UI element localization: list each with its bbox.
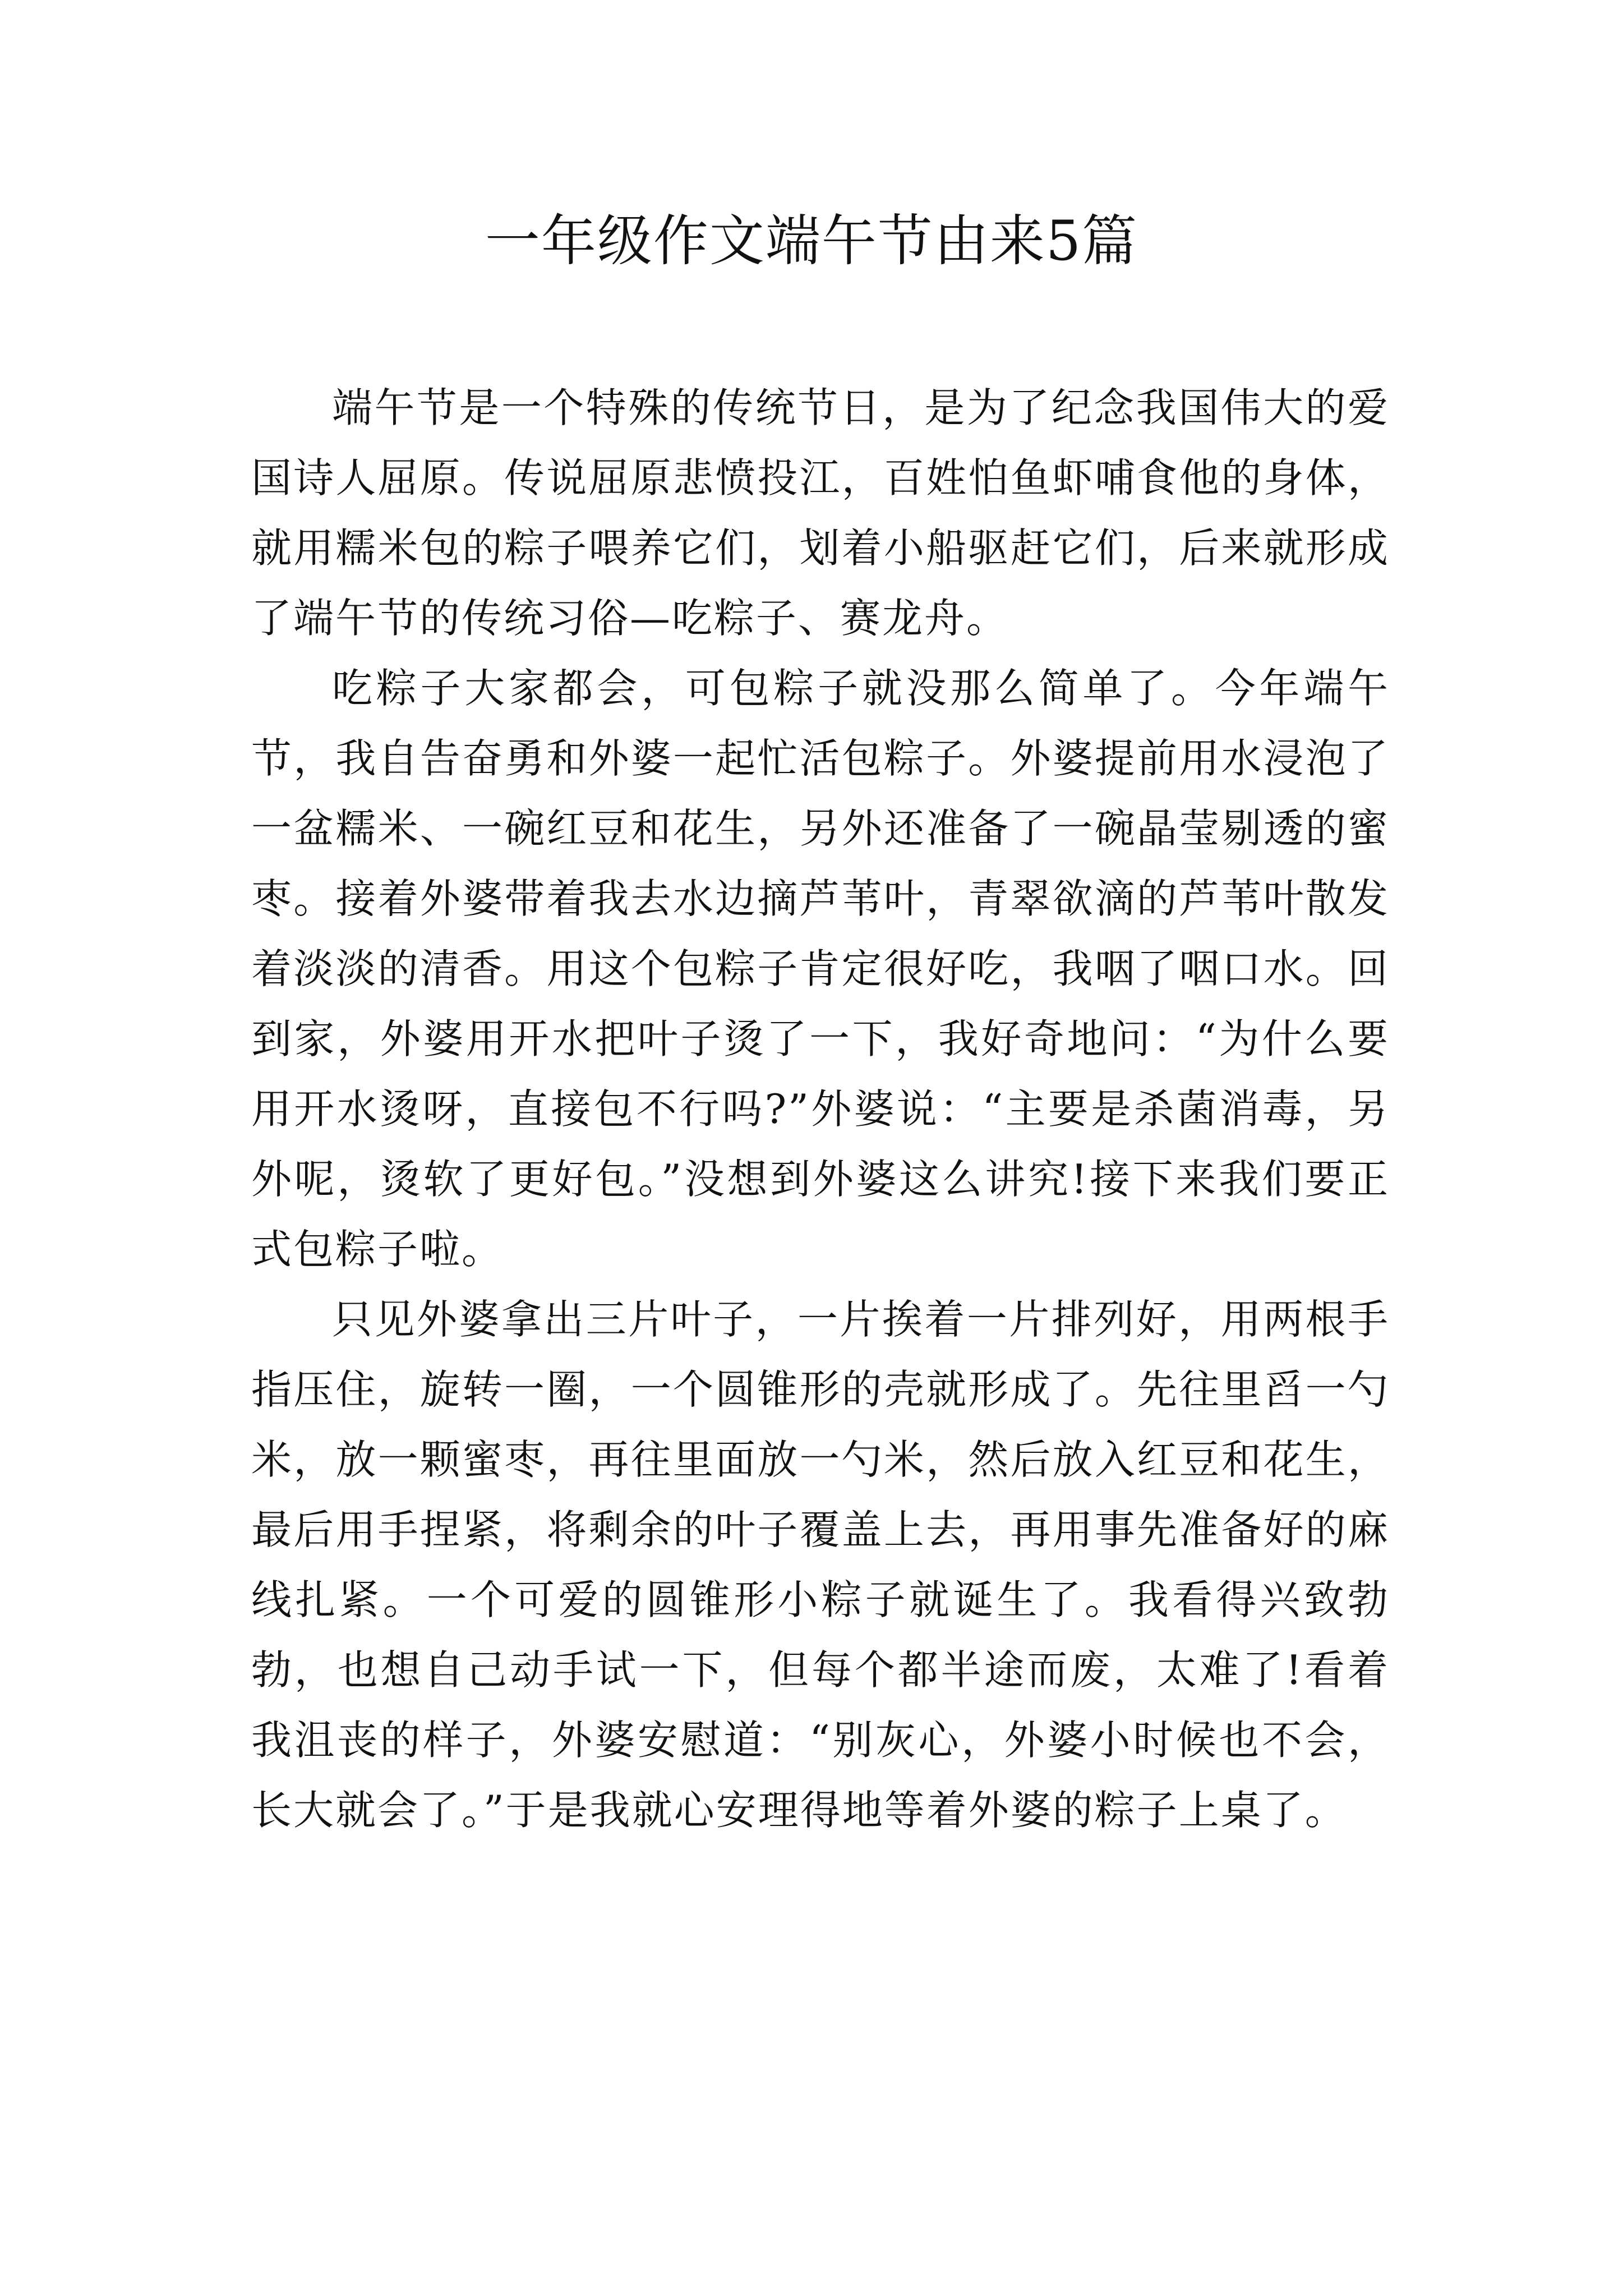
paragraph-1: 端午节是一个特殊的传统节日，是为了纪念我国伟大的爱国诗人屈原。传说屈原悲愤投江，百姓怕鱼虾哺食他的身体，就用糯米包的粽子喂养它们，划着小船驱赶它们，后来就形成了端午节的传统习俗—吃粽子、赛龙舟。 (251, 384, 1390, 642)
paragraph-2: 吃粽子大家都会，可包粽子就没那么简单了。今年端午节，我自告奋勇和外婆一起忙活包粽子。外婆提前用水浸泡了一盆糯米、一碗红豆和花生，另外还准备了一碗晶莹剔透的蜜枣。接着外婆带着我去水边摘芦苇叶，青翠欲滴的芦苇叶散发着淡淡的清香。用这个包粽子肯定很好吃，我咽了咽口水。回到家，外婆用开水把叶子烫了一下，我好奇地问：“为什么要用开水烫呀，直接包不行吗?”外婆说：“主要是杀菌消毒，另外呢，烫软了更好包。”没想到外婆这么讲究!接下来我们要正式包粽子啦。 (251, 665, 1390, 1273)
document-title: 一年级作文端午节由来5篇 (485, 209, 1138, 273)
paragraph-3: 只见外婆拿出三片叶子，一片挨着一片排列好，用两根手指压住，旋转一圈，一个圆锥形的壳就形成了。先往里舀一勺米，放一颗蜜枣，再往里面放一勺米，然后放入红豆和花生，最后用手捏紧，将剩余的叶子覆盖上去，再用事先准备好的麻线扎紧。一个可爱的圆锥形小粽子就诞生了。我看得兴致勃勃，也想自己动手试一下，但每个都半途而废，太难了!看着我沮丧的样子，外婆安慰道：“别灰心，外婆小时候也不会，长大就会了。”于是我就心安理得地等着外婆的粽子上桌了。 (251, 1296, 1390, 1834)
document-body (251, 373, 1390, 1846)
